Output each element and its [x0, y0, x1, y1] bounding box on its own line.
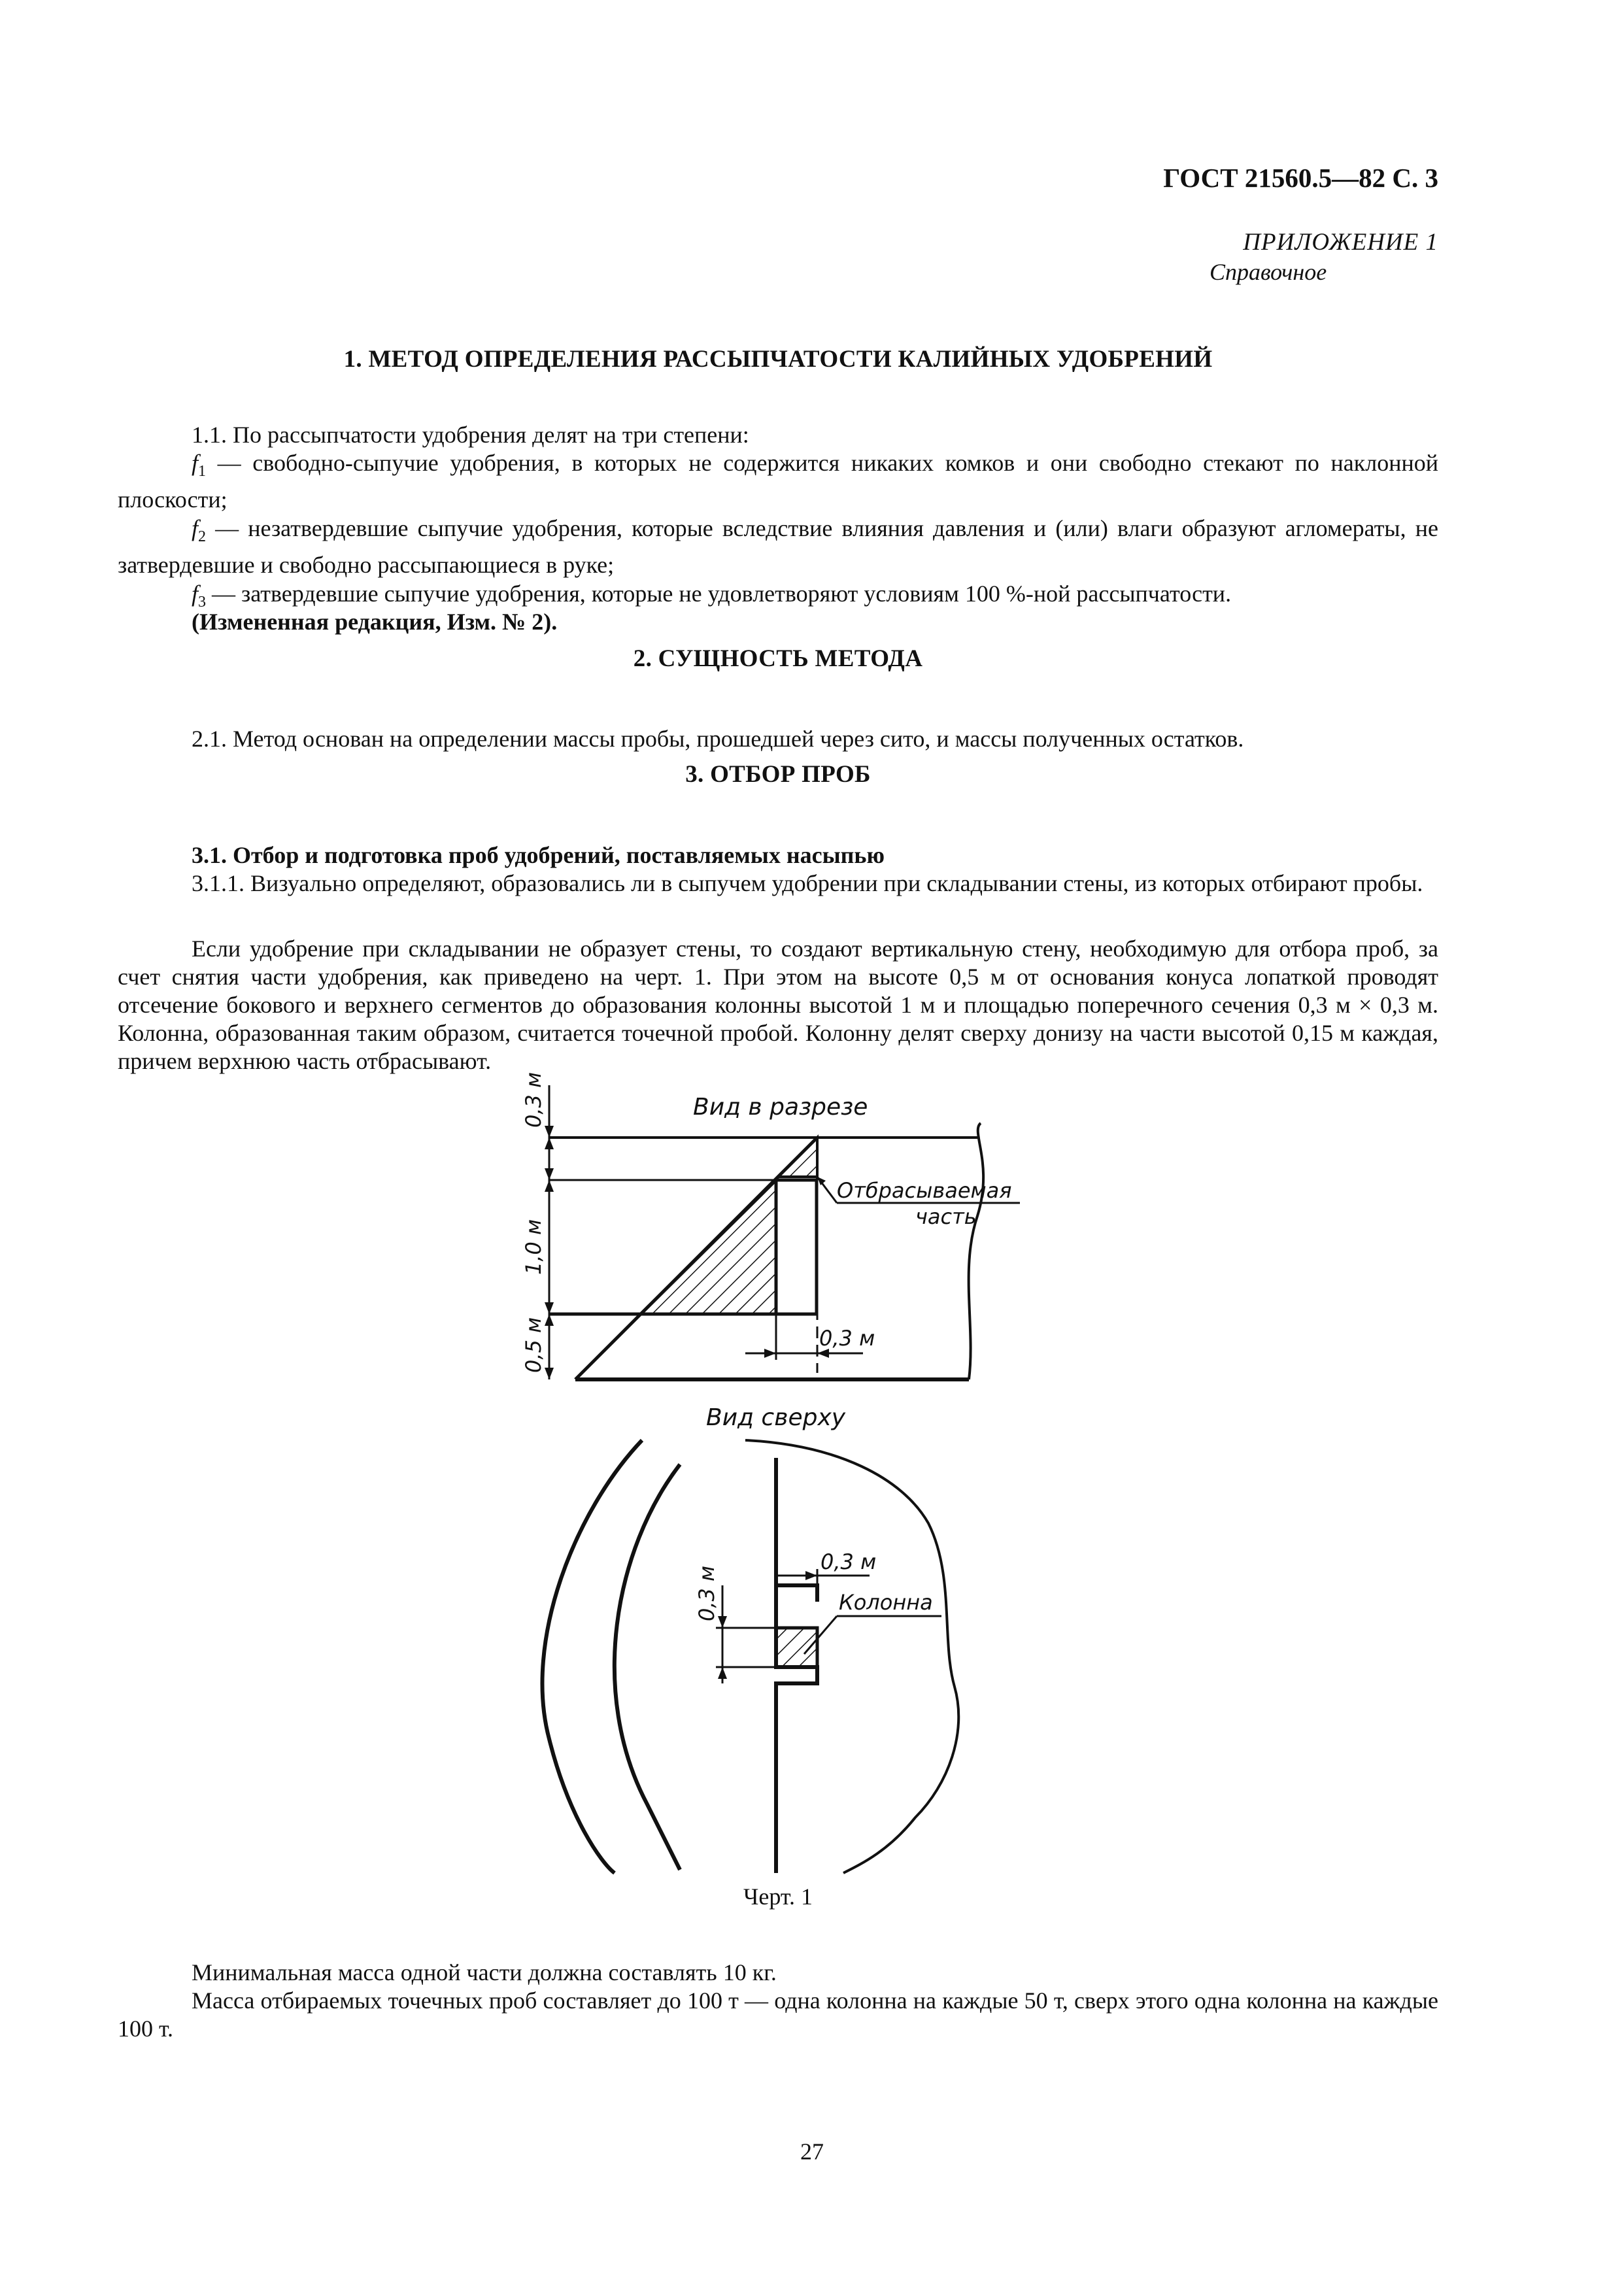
outer-arc	[542, 1440, 642, 1873]
inner-arc	[615, 1464, 680, 1870]
discard-label-line2: часть	[915, 1204, 977, 1229]
discard-label-line1: Отбрасываемая	[837, 1178, 1012, 1203]
figure-caption: Черт. 1	[743, 1883, 813, 1910]
symbol-f3-sub: 3	[198, 594, 207, 611]
section-3-heading: 3. ОТБОР ПРОБ	[685, 761, 871, 788]
section-1-heading: 1. МЕТОД ОПРЕДЕЛЕНИЯ РАССЫПЧАТОСТИ КАЛИЙНЫХ УДОБРЕНИЙ	[343, 346, 1213, 373]
top-dim-label-03: 0,3 м	[820, 1549, 877, 1574]
dim-arrow-3	[545, 1168, 554, 1180]
top-view-label: Вид сверху	[706, 1404, 846, 1431]
paragraph-3-1-1: 3.1.1. Визуально определяют, образовались ли в сыпучем удобрении при складывании стены, из которых отбирают пробы.	[192, 870, 1423, 896]
paragraph-3-1-1-cont: Если удобрение при складывании не образует стены, то создают вертикальную стену, необходимую для отбора проб, за счет снятия части удобрения, как приведено на черт. 1. При этом на высоте 0,5 м от основания конуса лопаткой проводят отсечение бокового и верхнего сегментов до образования колонны высотой 1 м и площадью поперечного сечения 0,3 м × 0,3 м. Колонна, образованная таким образом, считается точечной пробой. Колонну делят сверху донизу на части высотой 0,15 м каждая, причем верхнюю часть отбрасывают.	[118, 936, 1438, 1074]
list-item-f2-text: — незатвердевшие сыпучие удобрения, которые вследствие влияния давления и (или) влаги образуют агломераты, не затвердевшие и свободно рассыпающиеся в руке;	[118, 515, 1438, 579]
symbol-f2: f	[192, 515, 199, 541]
top-dim-v-arrow2	[718, 1667, 727, 1679]
symbol-f1: f	[192, 450, 199, 476]
figure-1-drawing	[497, 1053, 1085, 1876]
subsection-3-1-heading: 3.1. Отбор и подготовка проб удобрений, поставляемых насыпью	[192, 842, 885, 868]
symbol-f1-sub: 1	[198, 463, 207, 481]
dim-arrow-6	[545, 1314, 554, 1326]
dim-arrow-5	[545, 1302, 554, 1314]
section-view-label: Вид в разрезе	[693, 1094, 868, 1121]
list-item-f3-text: — затвердевшие сыпучие удобрения, которые не удовлетворяют условиям 100 %-ной рассыпчатости.	[206, 581, 1232, 607]
column-label: Колонна	[839, 1590, 933, 1615]
list-item-f1-text: — свободно-сыпучие удобрения, в которых не содержится никаких комков и они свободно стекают по наклонной плоскости;	[118, 450, 1438, 513]
discarded-side-segment	[641, 1180, 776, 1314]
paragraph-sample-mass: Масса отбираемых точечных проб составляет до 100 т — одна колонна на каждые 50 т, сверх этого одна колонна на каждые 100 т.	[118, 1987, 1438, 2042]
dim-label-03-horizontal: 0,3 м	[819, 1326, 875, 1351]
symbol-f2-sub: 2	[198, 528, 207, 546]
section-2-heading: 2. СУЩНОСТЬ МЕТОДА	[633, 645, 923, 672]
appendix-subtitle: Справочное	[1210, 259, 1327, 285]
column-outline	[776, 1180, 817, 1314]
dim-arrow-7	[545, 1368, 554, 1379]
dim-arrow-h1	[764, 1349, 776, 1358]
amendment-note: (Измененная редакция, Изм. № 2).	[192, 609, 558, 635]
discarded-top-segment	[778, 1138, 817, 1177]
cut-line-upper	[776, 1458, 817, 1602]
top-dim-label-vertical: 0,3 м	[694, 1565, 719, 1621]
paragraph-1-1: 1.1. По рассыпчатости удобрения делят на три степени:	[192, 422, 749, 448]
page-number: 27	[800, 2138, 824, 2165]
dim-label-10: 1,0 м	[521, 1219, 546, 1275]
document-header: ГОСТ 21560.5—82 С. 3	[1163, 163, 1438, 193]
dim-label-05: 0,5 м	[521, 1317, 546, 1373]
dim-label-03-vertical: 0,3 м	[521, 1072, 546, 1128]
dim-arrow-1	[545, 1126, 554, 1138]
dim-arrow-4	[545, 1180, 554, 1192]
list-item-f2	[118, 515, 1438, 579]
top-dim-v-arrow1	[718, 1616, 727, 1628]
list-item-f1	[118, 449, 1438, 514]
top-dim-arrow	[805, 1571, 817, 1580]
symbol-f3: f	[192, 581, 199, 607]
break-line-right	[969, 1123, 983, 1379]
paragraph-2-1: 2.1. Метод основан на определении массы пробы, прошедшей через сито, и массы полученных остатков.	[192, 726, 1244, 752]
dim-arrow-2	[545, 1138, 554, 1149]
appendix-title: ПРИЛОЖЕНИЕ 1	[1243, 229, 1438, 256]
paragraph-min-mass: Минимальная масса одной части должна составлять 10 кг.	[192, 1959, 777, 1985]
leader-discard-arrow	[817, 1177, 826, 1185]
